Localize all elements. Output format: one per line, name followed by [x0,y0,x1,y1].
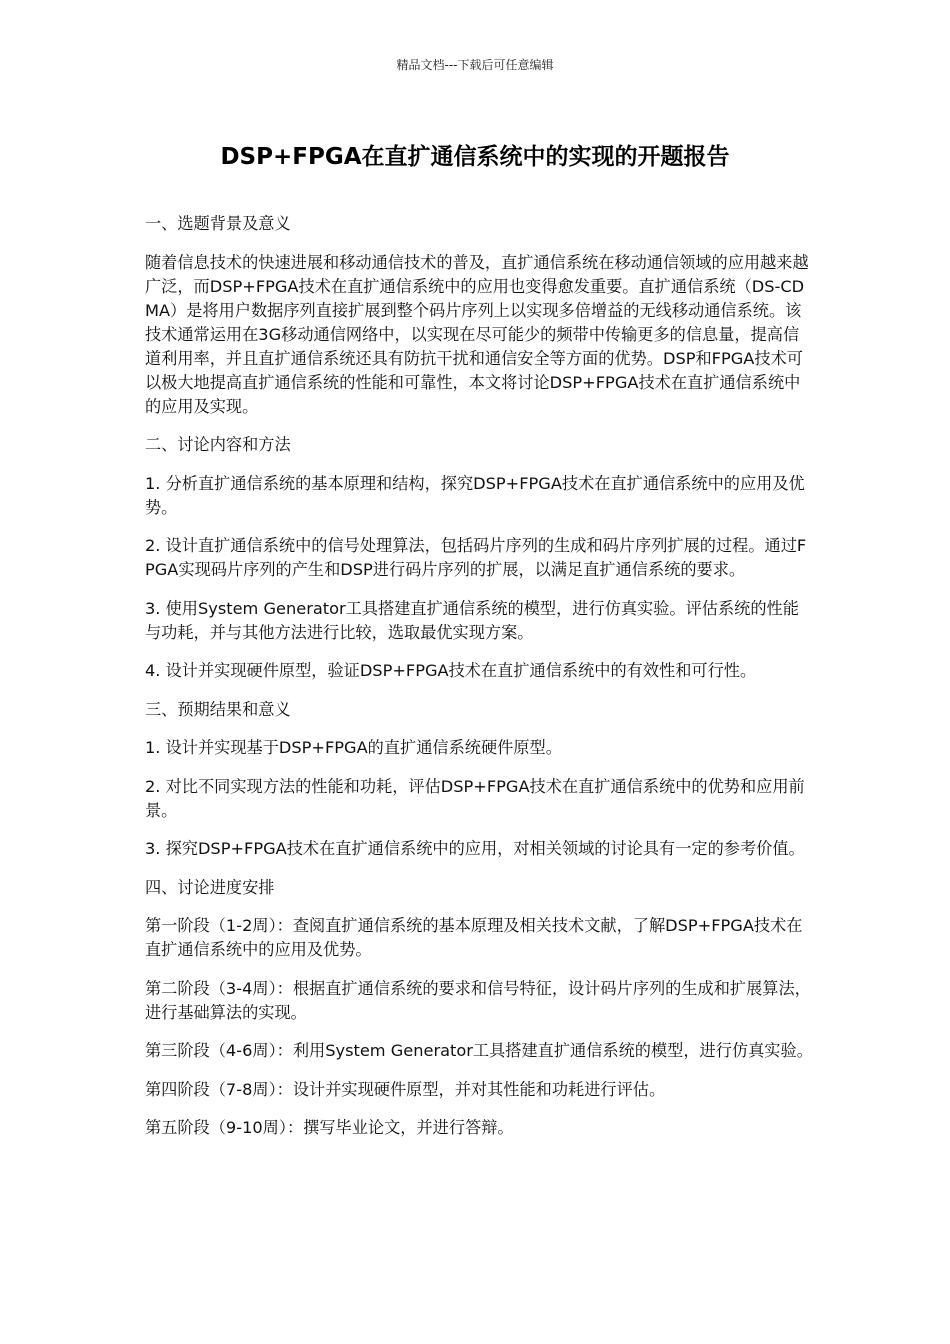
section-content-methods [145,433,815,683]
section-schedule [145,876,815,1141]
paragraph: 1. 设计并实现基于DSP+FPGA的直扩通信系统硬件原型。 [145,738,562,757]
section-heading: 二、讨论内容和方法 [145,435,291,454]
document-body [145,212,815,1155]
paragraph: 第三阶段（4-6周）：利用System Generator工具搭建直扩通信系统的模型，进行仿真实验。 [145,1041,813,1060]
paragraph: 第二阶段（3-4周）：根据直扩通信系统的要求和信号特征，设计码片序列的生成和扩展算法，进行基础算法的实现。 [145,978,811,1022]
section-heading: 三、预期结果和意义 [145,699,291,719]
paragraph: 随着信息技术的快速进展和移动通信技术的普及，直扩通信系统在移动通信领域的应用越来越广泛，而DSP+FPGA技术在直扩通信系统中的应用也变得愈发重要。直扩通信系统（DS-CDMA）是将用户数据序列直接扩展到整个码片序列上以实现多倍增益的无线移动通信系统。该技术通常运用在3G移动通信网络中，以实现在尽可能少的频带中传输更多的信息量，提高信道利用率，并且直扩通信系统还具有防抗干扰和通信安全等方面的优势。DSP和FPGA技术可以极大地提高直扩通信系统的性能和可靠性，本文将讨论DSP+FPGA技术在直扩通信系统中的应用及实现。 [145,252,809,416]
paragraph: 第五阶段（9-10周）：撰写毕业论文，并进行答辩。 [145,1118,514,1137]
paragraph: 3. 探究DSP+FPGA技术在直扩通信系统中的应用，对相关领域的讨论具有一定的参考价值。 [145,839,805,858]
document-title: DSP+FPGA在直扩通信系统中的实现的开题报告 [220,144,730,170]
section-heading: 四、讨论进度安排 [145,877,275,897]
paragraph: 2. 对比不同实现方法的性能和功耗，评估DSP+FPGA技术在直扩通信系统中的优势和应用前景。 [145,776,805,820]
paragraph: 第四阶段（7-8周）：设计并实现硬件原型，并对其性能和功耗进行评估。 [145,1079,666,1099]
paragraph: 4. 设计并实现硬件原型，验证DSP+FPGA技术在直扩通信系统中的有效性和可行性。 [145,661,757,680]
page-header: 精品文档---下载后可任意编辑 [396,58,554,72]
section-heading: 一、选题背景及意义 [145,214,291,233]
section-expected-results [145,698,815,862]
paragraph: 3. 使用System Generator工具搭建直扩通信系统的模型，进行仿真实验。评估系统的性能与功耗，并与其他方法进行比较，选取最优实现方案。 [145,598,799,642]
paragraph: 2. 设计直扩通信系统中的信号处理算法，包括码片序列的生成和码片序列扩展的过程。通过FPGA实现码片序列的产生和DSP进行码片序列的扩展，以满足直扩通信系统的要求。 [145,536,807,579]
paragraph: 第一阶段（1-2周）：查阅直扩通信系统的基本原理及相关技术文献，了解DSP+FPGA技术在直扩通信系统中的应用及优势。 [145,916,803,959]
section-background [145,212,815,419]
paragraph: 1. 分析直扩通信系统的基本原理和结构，探究DSP+FPGA技术在直扩通信系统中的应用及优势。 [145,473,805,517]
